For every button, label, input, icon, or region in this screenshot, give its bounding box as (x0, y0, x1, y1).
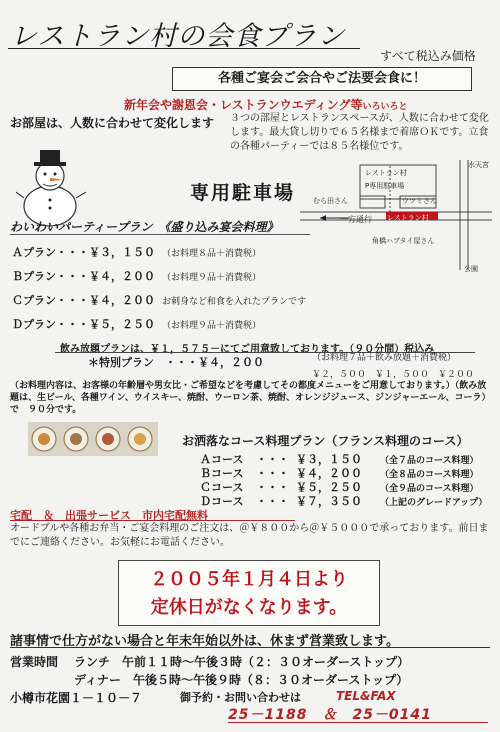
announcement-message: 定休日がなくなります。 (150, 597, 348, 618)
map-one-way: 一方通行 (340, 215, 372, 224)
course-a: Ａコース (200, 453, 244, 466)
map-umiki: ウツミさん (402, 197, 437, 205)
phone-numbers: 25－1188 ＆ 25－0141 (228, 707, 432, 723)
plan-d-note: （お料理９品＋消費税） (162, 321, 262, 331)
party-plan-heading: わいわいパーティープラン 《盛り込み宴会料理》 (10, 220, 279, 234)
plan-a: Ａプラン・・・￥３，１５０ (12, 246, 155, 259)
parking-label: 専用駐車場 (190, 182, 296, 204)
special-plan: ＊特別プラン ・・・￥４，２００ (88, 356, 264, 369)
hours-label: 営業時間 (10, 655, 59, 669)
event-subtitle-text: 新年会や謝恩会・レストランウエディング等 (124, 98, 363, 112)
course-b-price: ￥４，２００ (296, 467, 362, 480)
event-subtitle (124, 96, 407, 113)
plan-d: Ｄプラン・・・￥５，２５０ (12, 318, 155, 331)
announcement-date: ２００５年１月４日より (150, 569, 348, 590)
delivery-description: オードブルや各種お弁当・ご宴会料理のご注文は、＠￥８００から＠￥５０００で承っております。前日までにご連絡ください。お気軽にお電話ください。 (10, 523, 489, 548)
map-restaurant-mark: レストラン村 (387, 214, 429, 222)
snowman-illustration (16, 148, 86, 228)
phone-underline (228, 722, 488, 723)
special-plan-prices: ￥２，５００ ￥１，５００ ￥２００ (312, 370, 475, 380)
course-c-price: ￥５，２５０ (296, 481, 362, 494)
course-a-note: （全７品のコース料理） (380, 456, 479, 466)
map-restaurant-village: レストラン村 (365, 169, 407, 177)
rooms-heading: お部屋は、人数に合わせて変化します (10, 116, 215, 130)
course-b-dots: ・・・ (256, 467, 289, 480)
map-park: 公園 (464, 265, 478, 273)
page-title: レストラン村の会食プラン (10, 21, 346, 52)
course-d-dots: ・・・ (256, 495, 289, 508)
course-b: Ｂコース (200, 467, 244, 480)
event-subtitle-suffix: いろいろと (362, 102, 408, 112)
closing-underline (10, 647, 490, 648)
plan-b-note: （お料理９品＋消費税） (162, 273, 262, 283)
plan-c-note: お刺身など和食を入れたプランです (162, 297, 307, 307)
hours-lunch: ランチ 午前１１時～午後３時（２：３０オーダーストップ） (74, 655, 410, 669)
course-d-note: （上記のグレードアップ） (380, 498, 488, 508)
map-murata: むら田さん (313, 197, 348, 205)
announcement-box (118, 560, 380, 626)
party-underline (10, 234, 310, 235)
closing-statement: 諸事情で仕方がない場合と年末年始以外は、休まず営業致します。 (10, 634, 399, 649)
plan-c: Ｃプラン・・・￥４，２００ (12, 294, 155, 307)
course-b-note: （全８品のコース料理） (380, 470, 479, 480)
special-plan-note: （お料理７品＋飲み放題＋消費税） (312, 353, 457, 363)
map-p-parking: P専用駐車場 (365, 182, 405, 190)
menu-notes: （お料理内容は、お客様の年齢層や男女比・ご希望などを考慮してその都度メニューをご用意しております。）（飲み放題は、生ビール、各種ワイン、ウイスキー、焼酎、ウーロン茶、焼酎、オレンジジュース、ジンジャーエール、コーラ）で ９０分です。 (10, 381, 487, 415)
dishes-photo (28, 422, 158, 456)
course-d: Ｄコース (200, 495, 244, 508)
hours-dinner: ディナー 午後５時～午後９時（８：３０オーダーストップ） (74, 673, 409, 687)
plan-a-note: （お料理８品＋消費税） (162, 249, 262, 259)
delivery-heading: 宅配 ＆ 出張サービス 市内宅配無料 (10, 509, 208, 522)
course-c-dots: ・・・ (256, 481, 289, 494)
course-d-price: ￥７，３５０ (296, 495, 362, 508)
course-a-dots: ・・・ (256, 453, 289, 466)
title-underline (8, 48, 360, 49)
course-plan-heading: お洒落なコース料理プラン（フランス料理のコース） (182, 434, 469, 448)
map-suitengu: 水天宮 (468, 161, 489, 169)
address: 小樽市花園１－１０－７ (10, 691, 143, 705)
tel-fax-label: TEL&FAX (336, 689, 396, 703)
delivery-underline (10, 520, 295, 521)
course-c-note: （全９品のコース料理） (380, 484, 479, 494)
reservation-label: 御予約・お問い合わせは (180, 691, 301, 704)
course-a-price: ￥３，１５０ (296, 453, 362, 466)
course-c: Ｃコース (200, 481, 244, 494)
event-banner: 各種ご宴会ご会合やご法要会食に！ (172, 67, 472, 91)
plan-b: Ｂプラン・・・￥４，２００ (12, 270, 155, 283)
map-kado: 角橋ハブタイ屋さん (372, 237, 435, 245)
tax-note: すべて税込み価格 (380, 49, 476, 63)
rooms-description: ３つの部屋とレストランスペースが、人数に合わせて変化します。最大貸し切りで６５名様まで着席ＯＫです。立食の各種パーティーでは８５名様位です。 (230, 113, 489, 152)
drink-plan-line: 飲み放題プランは、￥１，５７５－にてご用意致しております。（９０分間）税込み (60, 344, 435, 355)
